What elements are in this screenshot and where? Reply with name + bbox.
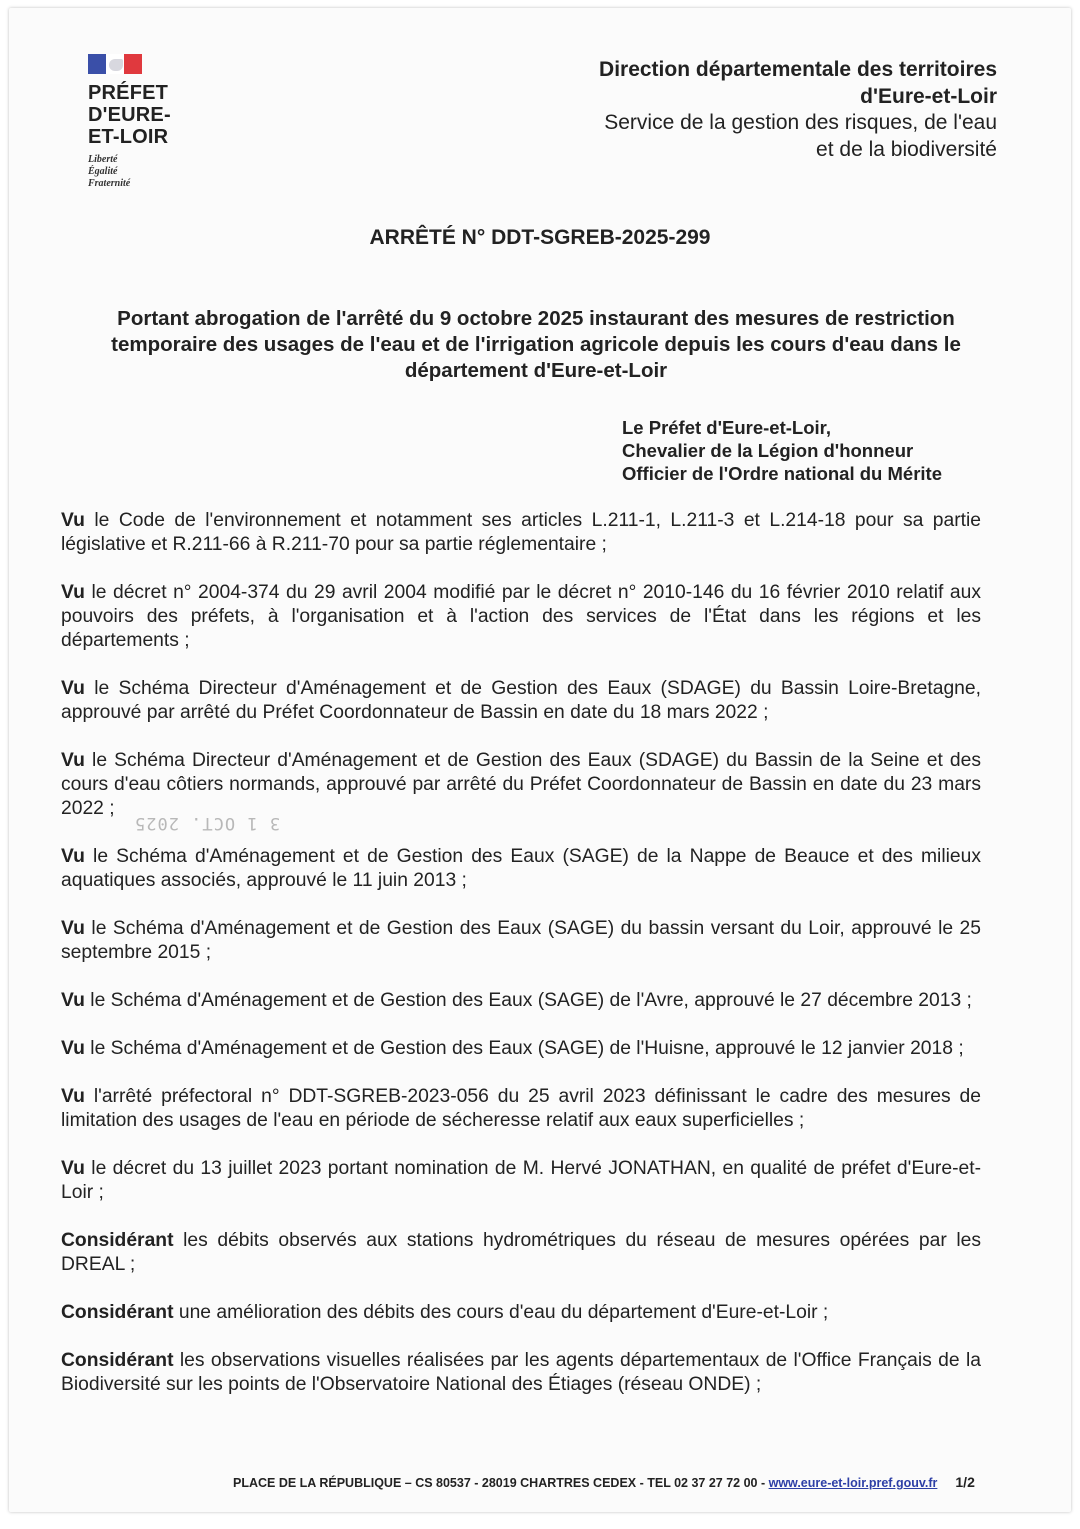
issuing-service [497,57,997,163]
visas-list [61,509,981,1421]
visa-paragraph: Vu le Schéma d'Aménagement et de Gestion des Eaux (SAGE) de la Nappe de Beauce et des milieux aquatiques associés, approuvé le 11 juin 2013 ; [61,846,981,891]
marianne-flag-icon [88,54,142,74]
prefet-logo [88,54,218,190]
visa-paragraph: Vu le décret du 13 juillet 2023 portant nomination de M. Hervé JONATHAN, en qualité de préfet d'Eure-et-Loir ; [61,1158,981,1203]
visa-paragraph: Vu le Schéma Directeur d'Aménagement et de Gestion des Eaux (SDAGE) du Bassin Loire-Bretagne, approuvé par arrêté du Préfet Coordonnateur de Bassin en date du 18 mars 2022 ; [61,678,981,723]
visa-paragraph: Vu le Schéma d'Aménagement et de Gestion des Eaux (SAGE) de l'Avre, approuvé le 27 décembre 2013 ; [61,990,972,1011]
service-line: Service de la gestion des risques, de l'eau [604,111,997,134]
prefet-wordmark: PRÉFET D'EURE- ET-LOIR [88,82,171,148]
document-page [9,8,1071,1512]
visa-paragraph: Vu le Schéma d'Aménagement et de Gestion des Eaux (SAGE) de l'Huisne, approuvé le 12 janvier 2018 ; [61,1038,964,1059]
date-stamp: 3 1 OCT. 2025 [134,813,281,833]
visa-paragraph: Vu le décret n° 2004-374 du 29 avril 2004 modifié par le décret n° 2010-146 du 16 février 2010 relatif aux pouvoirs des préfets, à l'organisation et à l'action des services de l'État dans les régions et les départements ; [61,582,981,651]
prefecture-website-link[interactable]: www.eure-et-loir.pref.gouv.fr [768,1476,938,1490]
direction-line: d'Eure-et-Loir [860,84,997,108]
page-number: 1/2 [955,1474,975,1490]
considerant-paragraph: Considérant les débits observés aux stations hydrométriques du réseau de mesures opérées par les DREAL ; [61,1230,981,1275]
visa-paragraph: Vu le Schéma d'Aménagement et de Gestion des Eaux (SAGE) du bassin versant du Loir, approuvé le 25 septembre 2015 ; [61,918,981,963]
considerant-paragraph: Considérant les observations visuelles réalisées par les agents départementaux de l'Office Français de la Biodiversité sur les points de l'Observatoire National des Étiages (réseau ONDE) ; [61,1350,981,1395]
considerant-paragraph: Considérant une amélioration des débits des cours d'eau du département d'Eure-et-Loir ; [61,1302,829,1323]
signatory-titles: Le Préfet d'Eure-et-Loir, Chevalier de la Légion d'honneur Officier de l'Ordre national du Mérite [622,417,942,484]
arrete-number: ARRÊTÉ N° DDT-SGREB-2025-299 [369,226,711,249]
visa-paragraph: Vu le Schéma Directeur d'Aménagement et de Gestion des Eaux (SDAGE) du Bassin de la Seine et des cours d'eau côtiers normands, approuvé par arrêté du Préfet Coordonnateur de Bassin en date du 23 mars 2022 ; [61,750,981,819]
footer-address: PLACE DE LA RÉPUBLIQUE – CS 80537 - 28019 CHARTRES CEDEX - TEL 02 37 27 72 00 - [233,1476,769,1490]
arrete-subject: Portant abrogation de l'arrêté du 9 octobre 2025 instaurant des mesures de restriction temporaire des usages de l'eau et de l'irrigation agricole depuis les cours d'eau dans le département d'Eure-et-Loir [111,307,961,382]
devise: Liberté Égalité Fraternité [88,154,131,189]
direction-line: Direction départementale des territoires [599,58,997,81]
page-footer [233,1474,975,1490]
service-line: et de la biodiversité [816,137,997,161]
visa-paragraph: Vu l'arrêté préfectoral n° DDT-SGREB-2023-056 du 25 avril 2023 définissant le cadre des mesures de limitation des usages de l'eau en période de sécheresse relatif aux eaux superficielles ; [61,1086,981,1131]
visa-paragraph: Vu le Code de l'environnement et notamment ses articles L.211-1, L.211-3 et L.214-18 pour sa partie législative et R.211-66 à R.211-70 pour sa partie réglementaire ; [61,510,981,555]
